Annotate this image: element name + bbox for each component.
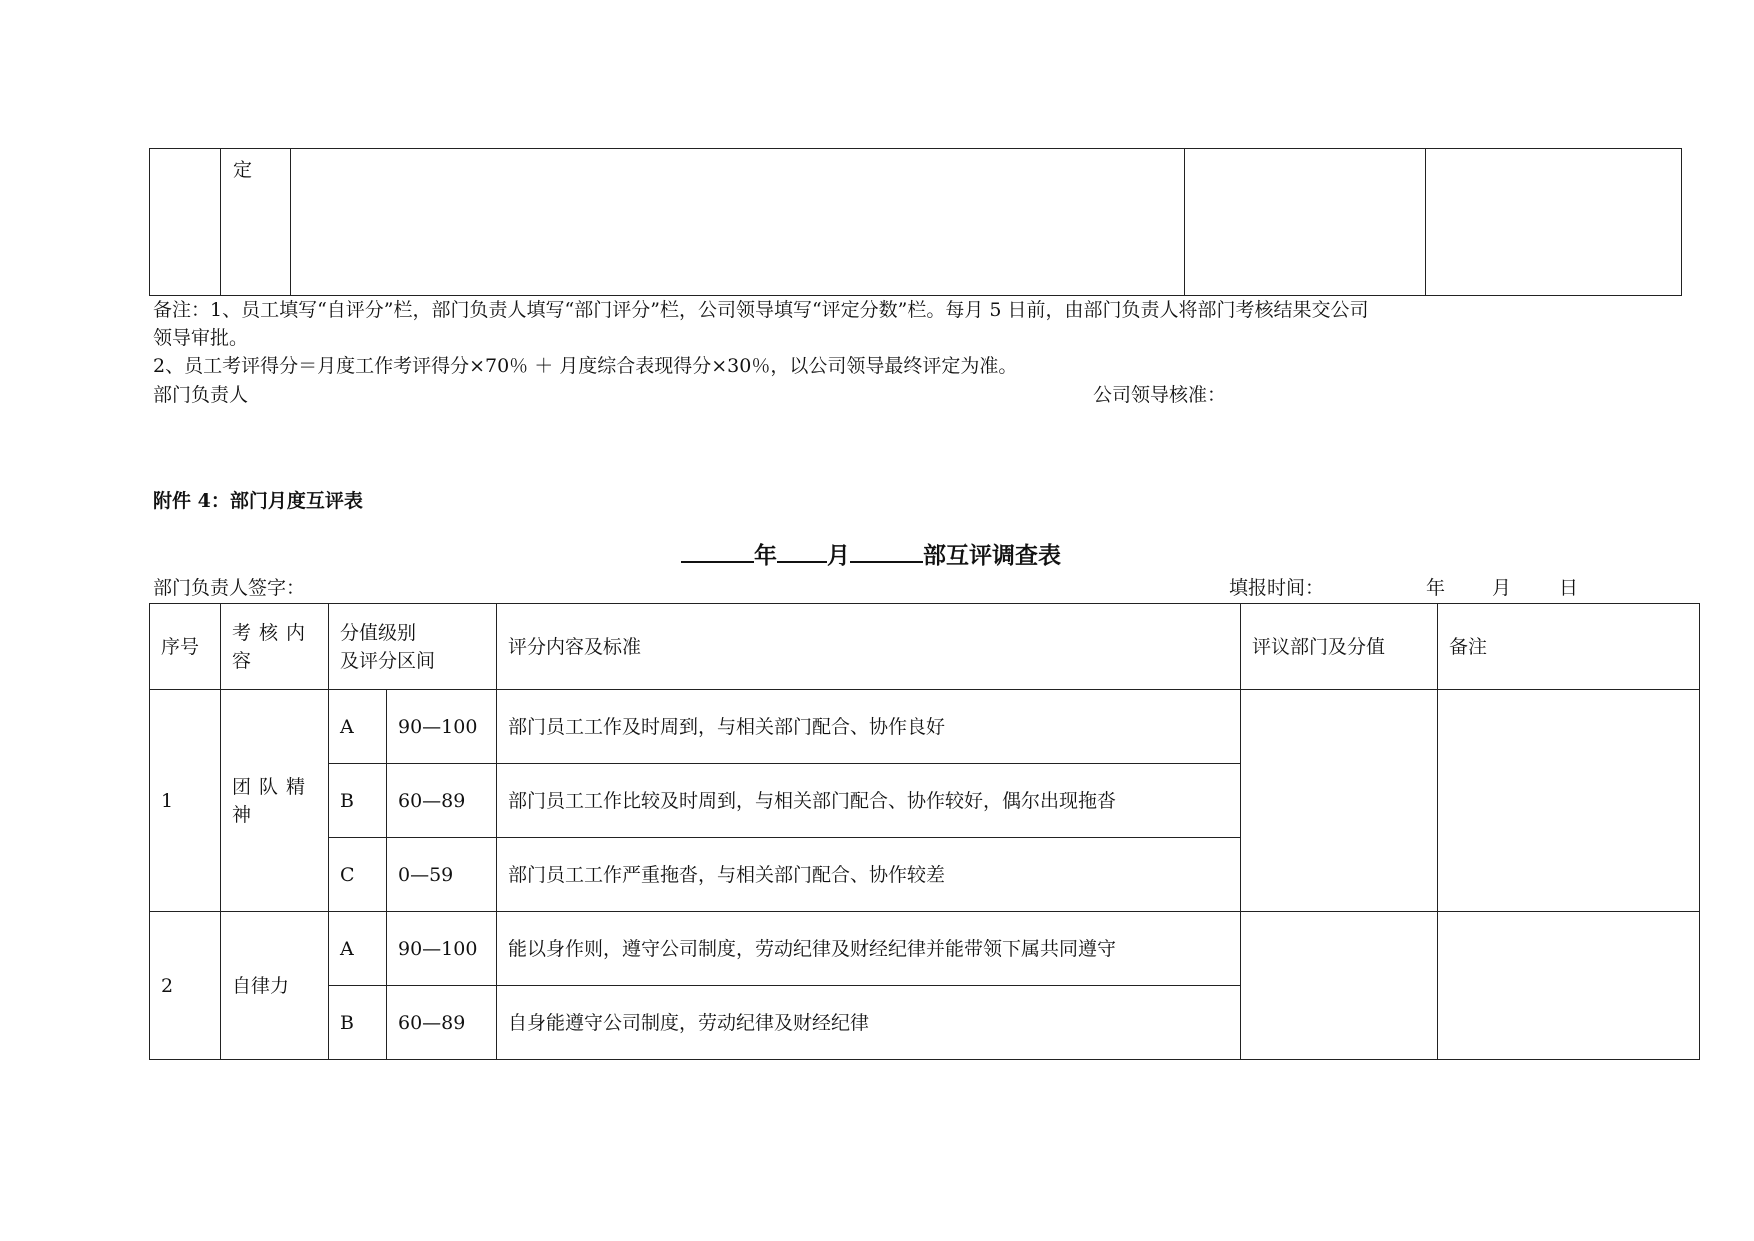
dept-head-label: 部门负责人 xyxy=(153,384,249,406)
peer-review-table xyxy=(149,603,1700,1060)
fragment-cell-5 xyxy=(1426,149,1682,296)
range-cell: 0—59 xyxy=(387,838,497,912)
fragment-cell-ding xyxy=(221,149,291,296)
item-name: 自律力 xyxy=(221,912,329,1060)
header-dept-score: 评议部门及分值 xyxy=(1241,604,1438,690)
range-cell: 90—100 xyxy=(387,690,497,764)
criteria-cell: 部门员工工作及时周到，与相关部门配合、协作良好 xyxy=(497,690,1241,764)
grade-cell: A xyxy=(329,690,387,764)
form-title-dept: 部互评调查表 xyxy=(923,542,1061,569)
remark-cell[interactable] xyxy=(1438,690,1700,912)
remark-cell[interactable] xyxy=(1438,912,1700,1060)
attachment-title: 附件 4：部门月度互评表 xyxy=(153,490,363,512)
header-score-level xyxy=(329,604,497,690)
form-title xyxy=(681,537,1061,570)
dept-score-cell[interactable] xyxy=(1241,690,1438,912)
header-content: 考核内容 xyxy=(221,604,329,690)
grade-cell: B xyxy=(329,764,387,838)
fragment-cell-3 xyxy=(291,149,1185,296)
dept-score-cell[interactable] xyxy=(1241,912,1438,1060)
remark-line-1: 备注：1、员工填写“自评分”栏，部门负责人填写“部门评分”栏，公司领导填写“评定分数”栏。每月 5 日前，由部门负责人将部门考核结果交公司 xyxy=(153,299,1369,321)
grade-cell: B xyxy=(329,986,387,1060)
company-leader-label: 公司领导核准： xyxy=(1093,384,1227,406)
fragment-ding-text: 定 xyxy=(233,159,253,181)
criteria-cell: 部门员工工作比较及时周到，与相关部门配合、协作较好，偶尔出现拖沓 xyxy=(497,764,1241,838)
form-title-month: 月 xyxy=(827,542,850,569)
form-title-year: 年 xyxy=(754,542,777,569)
header-score-level-line1: 分值级别 xyxy=(340,621,417,644)
criteria-cell: 自身能遵守公司制度，劳动纪律及财经纪律 xyxy=(497,986,1241,1060)
fragment-cell-1 xyxy=(150,149,221,296)
header-remark: 备注 xyxy=(1438,604,1700,690)
item-no: 1 xyxy=(150,690,221,912)
fill-time-label: 填报时间： xyxy=(1229,577,1325,599)
range-cell: 60—89 xyxy=(387,764,497,838)
table-row xyxy=(150,912,1700,986)
remark-line-2: 领导审批。 xyxy=(153,327,249,349)
criteria-cell: 能以身作则，遵守公司制度，劳动纪律及财经纪律并能带领下属共同遵守 xyxy=(497,912,1241,986)
fill-time-day: 日 xyxy=(1559,577,1579,599)
header-criteria: 评分内容及标准 xyxy=(497,604,1241,690)
dept-blank xyxy=(850,537,923,563)
year-blank xyxy=(681,537,754,563)
range-cell: 90—100 xyxy=(387,912,497,986)
item-no: 2 xyxy=(150,912,221,1060)
fill-time-month: 月 xyxy=(1492,577,1512,599)
grade-cell: C xyxy=(329,838,387,912)
header-score-level-line2: 及评分区间 xyxy=(340,649,436,672)
criteria-cell: 部门员工工作严重拖沓，与相关部门配合、协作较差 xyxy=(497,838,1241,912)
grade-cell: A xyxy=(329,912,387,986)
table-header-row xyxy=(150,604,1700,690)
item-name: 团队精神 xyxy=(221,690,329,912)
previous-table-fragment xyxy=(149,148,1682,296)
range-cell: 60—89 xyxy=(387,986,497,1060)
fragment-cell-4 xyxy=(1185,149,1426,296)
signature-label: 部门负责人签字： xyxy=(153,577,306,599)
remark-line-3: 2、员工考评得分＝月度工作考评得分×70％ ＋ 月度综合表现得分×30％，以公司领导最终评定为准。 xyxy=(153,355,1018,377)
table-row xyxy=(150,690,1700,764)
month-blank xyxy=(777,537,827,563)
fill-time-year: 年 xyxy=(1426,577,1446,599)
header-no: 序号 xyxy=(150,604,221,690)
